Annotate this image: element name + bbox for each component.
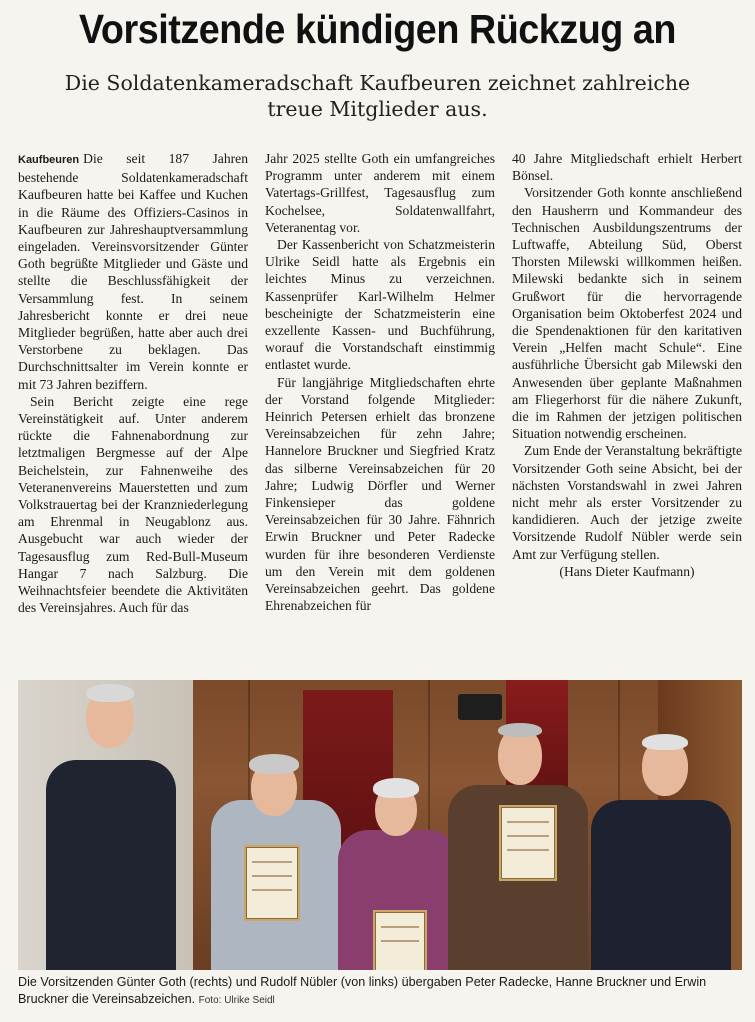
photo-credit: Foto: Ulrike Seidl [198,995,275,1006]
paragraph: 40 Jahre Mitgliedschaft erhielt Herbert Bönsel. [512,151,742,184]
paragraph [18,150,248,393]
photo-person-hair [249,754,299,774]
article-headline: Vorsitzende kündigen Rückzug an [78,6,677,52]
article-photo [18,680,742,970]
certificate [373,910,427,970]
paragraph: Der Kassenbericht von Schatzmeisterin Ulrike Seidl hatte als Ergebnis ein leichtes Minus zu verzeichnen. Kassenprüfer Karl-Wilhelm Helmer bescheinigte der Schatzmeisterin eine exzellente Kassen- und Buchführung, worauf die Vorstandschaft einstimmig entlastet wurde. [265,237,495,373]
photo-person [586,730,736,970]
photo-person [36,680,186,970]
photo-person-hair [642,734,688,750]
article-body [18,150,742,616]
paragraph: Vorsitzender Goth konnte anschließend den Hausherrn und Kommandeur des Technischen Ausbildungszentrums der Luftwaffe, Abteilung Süd, Oberst Thorsten Milewski willkommen heißen. Milewski bedankte sich in seinem Grußwort für die hervorragende Organisation beim Oktoberfest 2024 und die Spendenaktionen für den karitativen Verein „Helfen macht Schule“. Eine ausführliche Übersicht gab Milewski den Anwesenden über geplante Maßnahmen am Fliegerhorst für die nähere Zukunft, die im Rahmen der jetzigen politischen Situation notwendig erscheinen. [512,185,742,442]
photo-person-hair [498,723,542,737]
photo-person [206,720,346,970]
column-2 [265,150,495,616]
photo-person-body [46,760,176,970]
column-3 [512,150,742,616]
certificate [244,845,300,921]
photo-caption [18,974,746,1009]
caption-text: Die Vorsitzenden Günter Goth (rechts) und Rudolf Nübler (von links) übergaben Peter Radecke, Hanne Bruckner und Erwin Bruckner die Vereinsabzeichen. [18,975,707,1006]
photo-person-body [591,800,731,970]
paragraph: Sein Bericht zeigte eine rege Vereinstätigkeit auf. Unter anderem rückte die Fahnenabordnung zur letztmaligen Bergmesse auf der Alpe Beichelstein, zur Fahnenweihe des Veteranenvereins Mauerstetten und zum Volkstrauertag bei der Kranzniederlegung am Ehrenmal in Neugablonz aus. Ausgebucht war auch wieder der Tagesausflug zum Red-Bull-Museum Hangar 7 nach Salzburg. Die Weihnachtsfeier beendete die Aktivitäten des Vereinsjahres. Auch für das [18,393,248,616]
photo-person [443,705,593,970]
paragraph: Für langjährige Mitgliedschaften ehrte der Vorstand folgende Mitglieder: Heinrich Petersen erhielt das bronzene Vereinsabzeichen für zehn Jahre; Hannelore Bruckner und Siegfried Kratz das silberne Vereinsabzeichen für 20 Jahre; Ludwig Dörfler und Werner Finkensieper das goldene Vereinsabzeichen für 30 Jahre. Fähnrich Erwin Bruckner und Peter Radecke wurden für ihre besonderen Verdienste um den Verein mit dem goldenen Vereinsabzeichen geehrt. Das goldene Ehrenabzeichen für [265,374,495,614]
article-subhead: Die Soldatenkameradschaft Kaufbeuren zeichnet zahlreiche treue Mitglieder aus. [64,71,691,121]
certificate [499,805,557,881]
paragraph: Zum Ende der Veranstaltung bekräftigte Vorsitzender Goth seine Absicht, bei der nächsten Vorstandswahl in zwei Jahren nicht mehr als erster Vorsitzender zu kandidieren. Auch der jetzige zweite Vorsitzende Rudolf Nübler werde sein Amt zur Verfügung stellen. [512,443,742,562]
dateline: Kaufbeuren [18,154,80,166]
byline: (Hans Dieter Kaufmann) [559,563,695,579]
photo-person-hair [373,778,419,798]
paragraph: Jahr 2025 stellte Goth ein umfangreiches Programm unter anderem mit einem Vatertags-Grillfest, Tagesausflug zum Kochelsee, Soldatenwallfahrt, Veteranentag vor. [265,151,495,235]
photo-person-hair [86,684,134,702]
paragraph-text: Die seit 187 Jahren bestehende Soldatenkameradschaft Kaufbeuren hatte bei Kaffee und Kuchen in die Räume des Offiziers-Casinos in Kaufbeuren zur Jahreshauptversammlung eingeladen. Vereinsvorsitzender Günter Goth begrüßte Mitglieder und Gäste und stellte die Beschlussfähigkeit der Versammlung fest. In seinem Jahresbericht konnte er drei neue Mitglieder begrüßen, hatte aber auch drei Verstorbene zu beklagen. Das Durchschnittsalter im Verein konnte er mit 73 Jahren beziffern. [18,151,248,392]
column-1 [18,150,248,616]
